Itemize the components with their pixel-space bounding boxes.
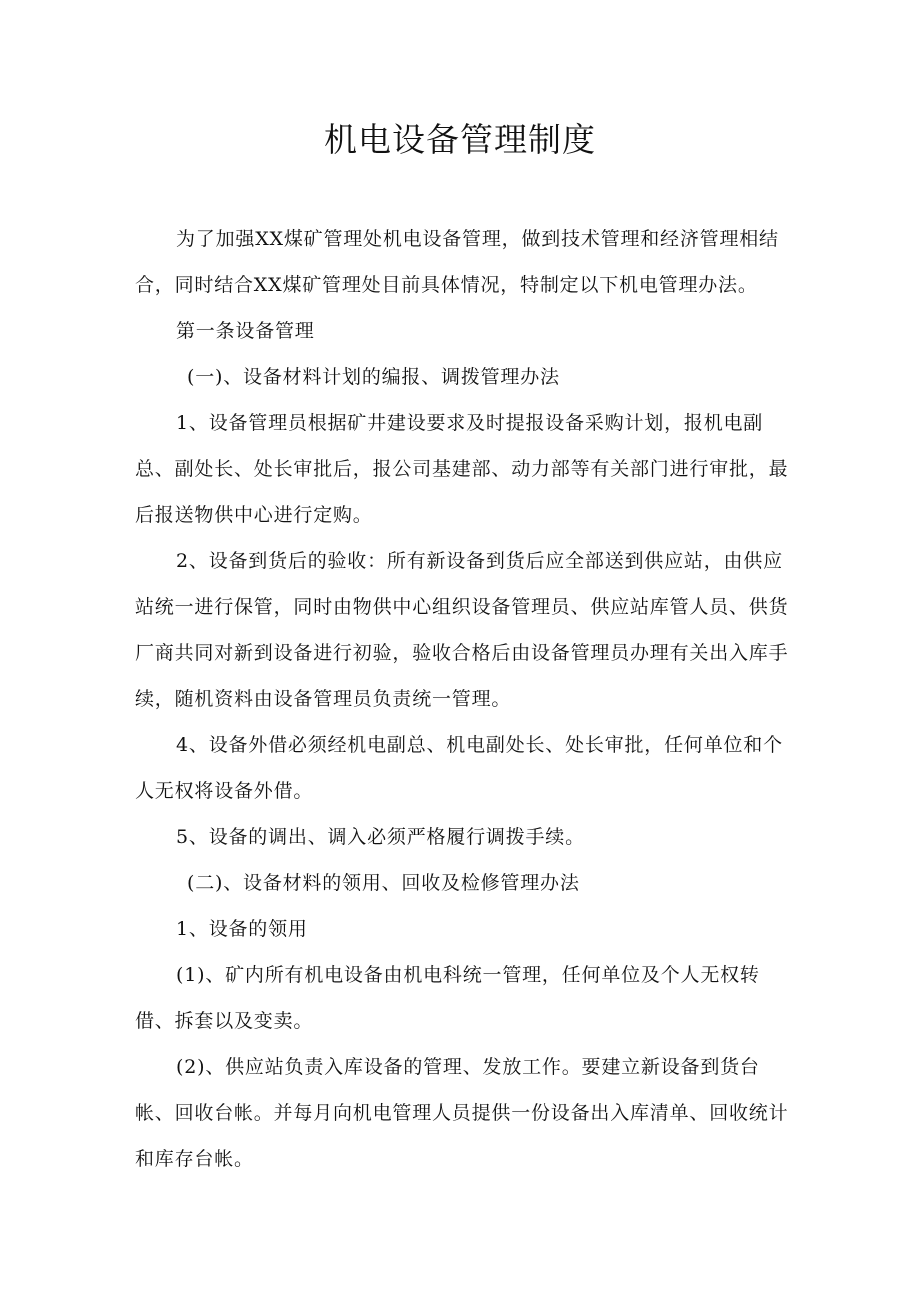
paragraph-equipment-requisition: 1、设备的领用 bbox=[176, 918, 308, 940]
paragraph-item-1: 1、设备管理员根据矿井建设要求及时提报设备采购计划，报机电副总、副处长、处长审批后，报公司基建部、动力部等有关部门进行审批，最后报送物供中心进行定购。 bbox=[135, 412, 789, 526]
document-body bbox=[135, 216, 795, 1182]
subsection-heading-1: (一)、设备材料计划的编报、调拨管理办法 bbox=[187, 366, 560, 388]
paragraph-item-2: 2、设备到货后的验收：所有新设备到货后应全部送到供应站，由供应站统一进行保管，同时由物供中心组织设备管理员、供应站库管人员、供货厂商共同对新到设备进行初验，验收合格后由设备管理员办理有关出入库手续，随机资料由设备管理员负责统一管理。 bbox=[135, 550, 789, 710]
paragraph-subitem-2: (2)、供应站负责入库设备的管理、发放工作。要建立新设备到货台帐、回收台帐。并每月向机电管理人员提供一份设备出入库清单、回收统计和库存台帐。 bbox=[135, 1056, 789, 1170]
paragraph-item-4: 4、设备外借必须经机电副总、机电副处长、处长审批，任何单位和个人无权将设备外借。 bbox=[135, 734, 783, 802]
section-heading-article-1: 第一条设备管理 bbox=[176, 320, 315, 342]
subsection-heading-2: (二)、设备材料的领用、回收及检修管理办法 bbox=[187, 872, 580, 894]
paragraph-intro: 为了加强XX煤矿管理处机电设备管理，做到技术管理和经济管理相结合，同时结合XX煤矿管理处目前具体情况，特制定以下机电管理办法。 bbox=[135, 228, 779, 296]
paragraph-subitem-1: (1)、矿内所有机电设备由机电科统一管理，任何单位及个人无权转借、拆套以及变卖。 bbox=[135, 964, 760, 1032]
document-title: 机电设备管理制度 bbox=[324, 120, 596, 159]
paragraph-item-5: 5、设备的调出、调入必须严格履行调拨手续。 bbox=[176, 826, 585, 848]
